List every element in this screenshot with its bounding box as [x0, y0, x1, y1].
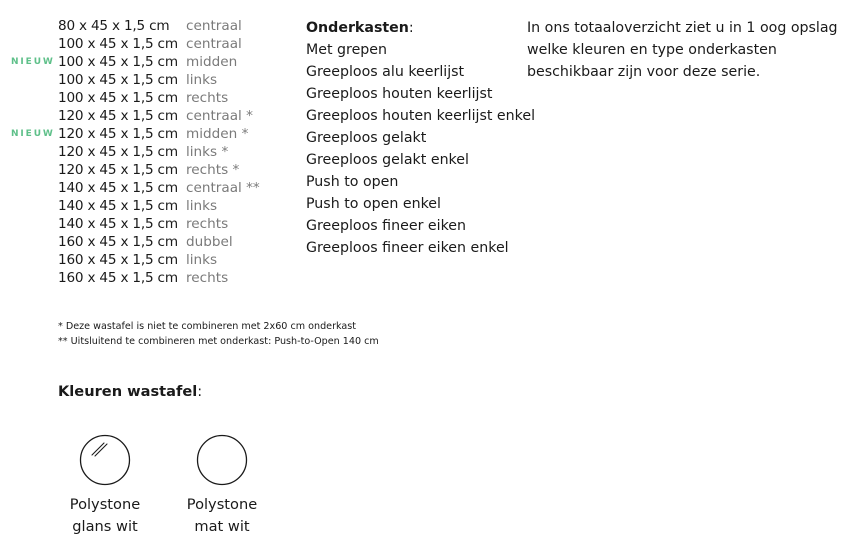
- size-position: midden: [186, 54, 238, 70]
- cabinet-item: Greeploos houten keerlijst enkel: [306, 108, 536, 124]
- cabinet-item: Push to open: [306, 174, 399, 190]
- size-row: [0, 161, 300, 179]
- intro-paragraph: [527, 17, 842, 83]
- new-badge: NIEUW: [11, 57, 55, 67]
- size-position: centraal **: [186, 180, 260, 196]
- size-row: [0, 143, 300, 161]
- size-row: [0, 17, 300, 35]
- size-dimensions: 100 x 45 x 1,5 cm: [58, 54, 178, 70]
- size-position: rechts: [186, 216, 229, 232]
- cabinet-item: Greeploos alu keerlijst: [306, 64, 465, 80]
- size-dimensions: 120 x 45 x 1,5 cm: [58, 108, 178, 124]
- size-row: [0, 89, 300, 107]
- size-row: [0, 35, 300, 53]
- footnote-double-asterisk: ** Uitsluitend te combineren met onderkast: Push-to-Open 140 cm: [58, 336, 379, 347]
- size-list: [0, 17, 300, 287]
- colors-heading-text: Kleuren wastafel: [58, 383, 198, 400]
- size-row: [0, 233, 300, 251]
- cabinet-list: [306, 17, 546, 259]
- size-position: dubbel: [186, 234, 233, 250]
- cabinet-item: Greeploos houten keerlijst: [306, 86, 493, 102]
- size-dimensions: 140 x 45 x 1,5 cm: [58, 198, 178, 214]
- swatch-label-line: Polystone: [186, 496, 258, 513]
- cabinet-title-colon: :: [408, 20, 414, 36]
- swatch-label-line: mat wit: [194, 518, 250, 535]
- cabinet-item: Push to open enkel: [306, 196, 441, 212]
- color-option-glossy-white[interactable]: [45, 434, 165, 538]
- size-position: centraal: [186, 18, 242, 34]
- size-row: [0, 179, 300, 197]
- cabinet-item: Greeploos gelakt enkel: [306, 152, 469, 168]
- intro-line: beschikbaar zijn voor deze serie.: [527, 64, 761, 80]
- cabinet-item: Greeploos fineer eiken enkel: [306, 240, 509, 256]
- swatch-label: [45, 494, 165, 538]
- size-position: rechts *: [186, 162, 240, 178]
- intro-line: In ons totaaloverzicht ziet u in 1 oog opslag: [527, 20, 838, 36]
- cabinet-item: Met grepen: [306, 42, 388, 58]
- size-position: links: [186, 72, 218, 88]
- size-row: [0, 197, 300, 215]
- new-badge: NIEUW: [11, 129, 55, 139]
- cabinet-item: Greeploos fineer eiken: [306, 218, 467, 234]
- footnote-single-asterisk: * Deze wastafel is niet te combineren met 2x60 cm onderkast: [58, 321, 357, 332]
- size-row: [0, 71, 300, 89]
- size-dimensions: 100 x 45 x 1,5 cm: [58, 72, 178, 88]
- size-row: [0, 125, 300, 143]
- color-option-matte-white[interactable]: [162, 434, 282, 538]
- colors-heading: [58, 381, 202, 403]
- size-position: links: [186, 198, 218, 214]
- size-row: [0, 53, 300, 71]
- size-dimensions: 100 x 45 x 1,5 cm: [58, 36, 178, 52]
- size-position: links *: [186, 144, 229, 160]
- size-row: [0, 251, 300, 269]
- size-position: centraal: [186, 36, 242, 52]
- intro-line: welke kleuren en type onderkasten: [527, 42, 777, 58]
- matte-white-swatch-icon: [196, 434, 248, 486]
- size-position: links: [186, 252, 218, 268]
- size-dimensions: 160 x 45 x 1,5 cm: [58, 270, 178, 286]
- size-row: [0, 215, 300, 233]
- size-row: [0, 107, 300, 125]
- size-dimensions: 100 x 45 x 1,5 cm: [58, 90, 178, 106]
- size-dimensions: 120 x 45 x 1,5 cm: [58, 144, 178, 160]
- cabinet-item: Greeploos gelakt: [306, 130, 427, 146]
- swatch-label-line: Polystone: [69, 496, 141, 513]
- size-dimensions: 160 x 45 x 1,5 cm: [58, 234, 178, 250]
- footnotes: [58, 319, 379, 349]
- colors-heading-colon: :: [197, 383, 203, 400]
- size-dimensions: 160 x 45 x 1,5 cm: [58, 252, 178, 268]
- size-position: rechts: [186, 270, 229, 286]
- size-dimensions: 140 x 45 x 1,5 cm: [58, 216, 178, 232]
- size-dimensions: 80 x 45 x 1,5 cm: [58, 18, 170, 34]
- size-dimensions: 140 x 45 x 1,5 cm: [58, 180, 178, 196]
- glossy-white-swatch-icon: [79, 434, 131, 486]
- cabinet-list-title: [306, 17, 546, 39]
- size-dimensions: 120 x 45 x 1,5 cm: [58, 126, 178, 142]
- cabinet-title-text: Onderkasten: [306, 20, 409, 36]
- swatch-label: [162, 494, 282, 538]
- size-position: midden *: [186, 126, 249, 142]
- size-position: centraal *: [186, 108, 253, 124]
- size-position: rechts: [186, 90, 229, 106]
- size-row: [0, 269, 300, 287]
- size-dimensions: 120 x 45 x 1,5 cm: [58, 162, 178, 178]
- swatch-label-line: glans wit: [72, 518, 138, 535]
